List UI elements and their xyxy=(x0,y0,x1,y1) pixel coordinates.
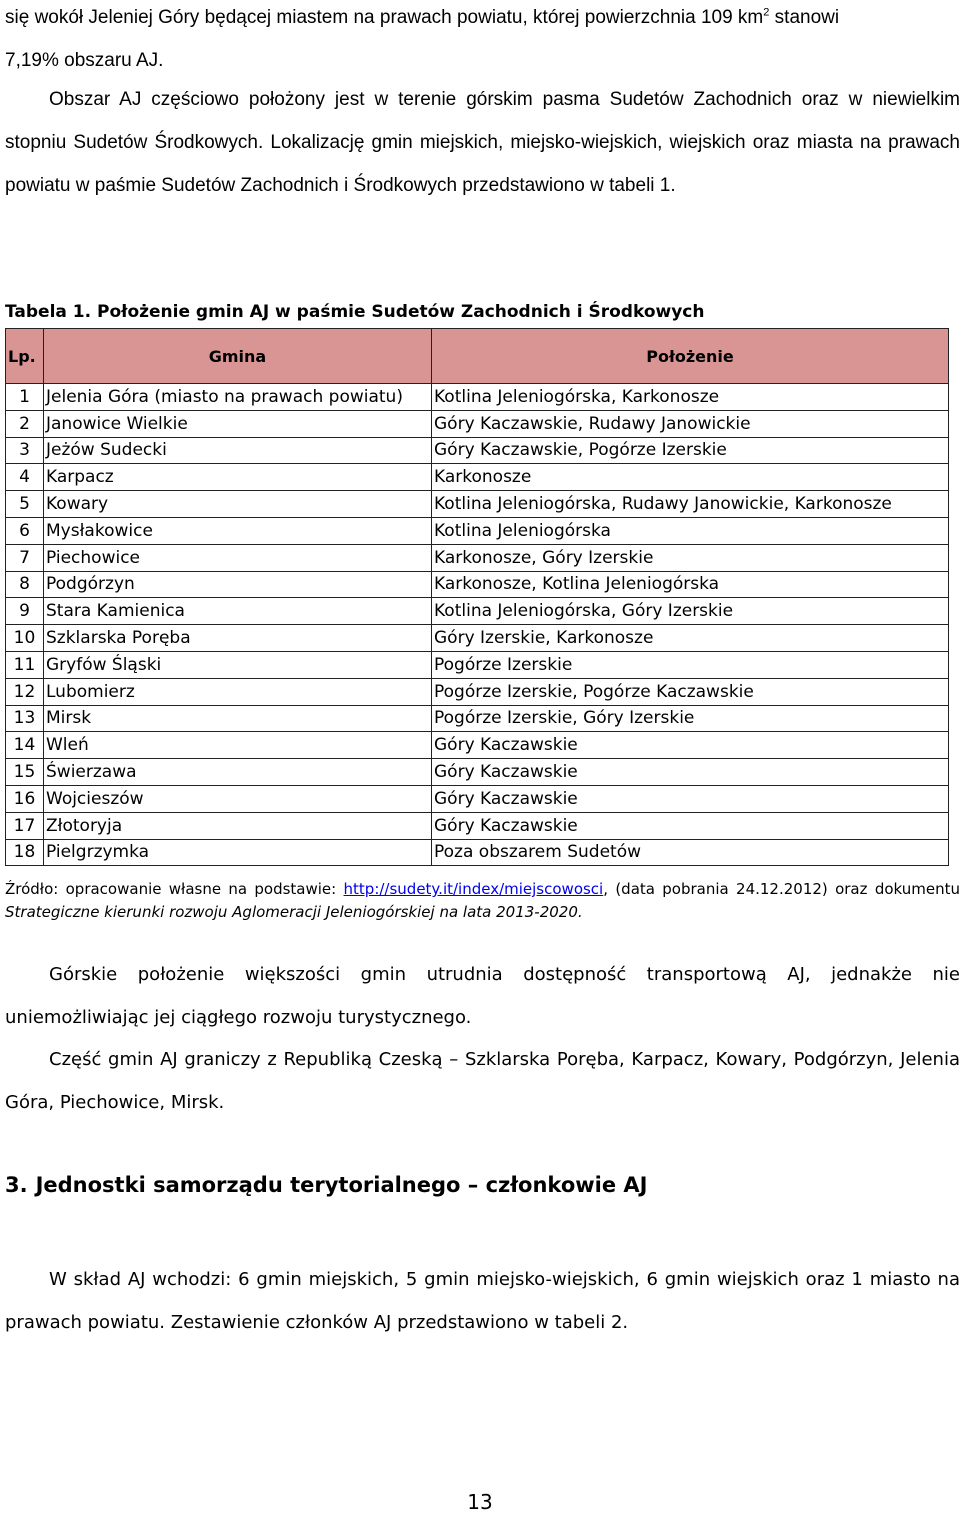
row-gmina: Lubomierz xyxy=(44,678,432,705)
row-lp: 15 xyxy=(6,759,44,786)
row-lp: 5 xyxy=(6,491,44,518)
row-lp: 18 xyxy=(6,839,44,866)
table-row xyxy=(6,732,949,759)
table-row xyxy=(6,491,949,518)
section-title: Jednostki samorządu terytorialnego – członkowie AJ xyxy=(35,1173,648,1197)
row-gmina: Jeżów Sudecki xyxy=(44,437,432,464)
row-lp: 16 xyxy=(6,785,44,812)
table-row xyxy=(6,678,949,705)
row-gmina: Mysłakowice xyxy=(44,517,432,544)
table-row xyxy=(6,598,949,625)
row-gmina: Janowice Wielkie xyxy=(44,410,432,437)
row-gmina: Stara Kamienica xyxy=(44,598,432,625)
header-polozenie: Położenie xyxy=(432,329,949,384)
table-row xyxy=(6,651,949,678)
intro-line1-end: stanowi xyxy=(769,7,840,28)
row-gmina: Gryfów Śląski xyxy=(44,651,432,678)
row-lp: 11 xyxy=(6,651,44,678)
row-lp: 10 xyxy=(6,625,44,652)
row-lp: 8 xyxy=(6,571,44,598)
row-polozenie: Góry Kaczawskie xyxy=(432,785,949,812)
row-lp: 13 xyxy=(6,705,44,732)
row-gmina: Karpacz xyxy=(44,464,432,491)
table-row xyxy=(6,410,949,437)
table-row xyxy=(6,517,949,544)
row-gmina: Szklarska Poręba xyxy=(44,625,432,652)
table-caption: Tabela 1. Położenie gmin AJ w paśmie Sudetów Zachodnich i Środkowych xyxy=(5,302,705,322)
row-gmina: Mirsk xyxy=(44,705,432,732)
row-gmina: Podgórzyn xyxy=(44,571,432,598)
table-row xyxy=(6,437,949,464)
row-polozenie: Kotlina Jeleniogórska xyxy=(432,517,949,544)
table-row xyxy=(6,759,949,786)
section-number: 3. xyxy=(5,1173,28,1197)
row-polozenie: Pogórze Izerskie, Góry Izerskie xyxy=(432,705,949,732)
row-lp: 12 xyxy=(6,678,44,705)
source-middle: , (data pobrania 24.12.2012) oraz dokumentu xyxy=(603,880,960,898)
table-row xyxy=(6,384,949,411)
row-gmina: Jelenia Góra (miasto na prawach powiatu) xyxy=(44,384,432,411)
transport-paragraph: Górskie położenie większości gmin utrudnia dostępność transportową AJ, jednakże nie uniemożliwiając jej ciągłego rozwoju turystycznego. xyxy=(5,964,960,1028)
table-row xyxy=(6,812,949,839)
table-body xyxy=(6,384,949,866)
row-lp: 7 xyxy=(6,544,44,571)
row-gmina: Pielgrzymka xyxy=(44,839,432,866)
table-row xyxy=(6,544,949,571)
row-polozenie: Karkonosze, Kotlina Jeleniogórska xyxy=(432,571,949,598)
intro-line2-text: 7,19% obszaru AJ. xyxy=(5,50,164,71)
header-gmina: Gmina xyxy=(44,329,432,384)
table-row xyxy=(6,625,949,652)
row-polozenie: Góry Izerskie, Karkonosze xyxy=(432,625,949,652)
row-lp: 3 xyxy=(6,437,44,464)
row-lp: 14 xyxy=(6,732,44,759)
row-gmina: Piechowice xyxy=(44,544,432,571)
row-polozenie: Góry Kaczawskie xyxy=(432,759,949,786)
gminy-location-table xyxy=(5,328,949,866)
row-gmina: Złotoryja xyxy=(44,812,432,839)
section-heading xyxy=(5,1173,647,1197)
row-lp: 17 xyxy=(6,812,44,839)
row-polozenie: Karkonosze, Góry Izerskie xyxy=(432,544,949,571)
row-gmina: Kowary xyxy=(44,491,432,518)
row-lp: 1 xyxy=(6,384,44,411)
row-polozenie: Góry Kaczawskie, Rudawy Janowickie xyxy=(432,410,949,437)
row-polozenie: Kotlina Jeleniogórska, Karkonosze xyxy=(432,384,949,411)
row-polozenie: Góry Kaczawskie xyxy=(432,812,949,839)
source-link[interactable]: http://sudety.it/index/miejscowosci xyxy=(343,880,604,898)
row-polozenie: Karkonosze xyxy=(432,464,949,491)
intro-line1-text: się wokół Jeleniej Góry będącej miastem na prawach powiatu, której powierzchnia 109 km xyxy=(5,7,764,28)
table-row xyxy=(6,839,949,866)
row-polozenie: Poza obszarem Sudetów xyxy=(432,839,949,866)
table-row xyxy=(6,464,949,491)
row-lp: 9 xyxy=(6,598,44,625)
row-polozenie: Góry Kaczawskie, Pogórze Izerskie xyxy=(432,437,949,464)
location-paragraph: Obszar AJ częściowo położony jest w terenie górskim pasma Sudetów Zachodnich oraz w niewielkim stopniu Sudetów Środkowych. Lokalizację gmin miejskich, miejsko-wiejskich, wiejskich oraz miasta na prawach powiatu w paśmie Sudetów Zachodnich i Środkowych przedstawiono w tabeli 1. xyxy=(5,89,960,196)
row-gmina: Wojcieszów xyxy=(44,785,432,812)
intro-paragraph xyxy=(5,0,960,82)
source-document-title: Strategiczne kierunki rozwoju Aglomeracji Jeleniogórskiej na lata 2013-2020. xyxy=(5,903,583,921)
row-gmina: Świerzawa xyxy=(44,759,432,786)
table-row xyxy=(6,705,949,732)
header-lp: Lp. xyxy=(6,329,44,384)
row-polozenie: Pogórze Izerskie, Pogórze Kaczawskie xyxy=(432,678,949,705)
row-polozenie: Góry Kaczawskie xyxy=(432,732,949,759)
members-paragraph: W skład AJ wchodzi: 6 gmin miejskich, 5 gmin miejsko-wiejskich, 6 gmin wiejskich oraz 1 miasto na prawach powiatu. Zestawienie członków AJ przedstawiono w tabeli 2. xyxy=(5,1269,960,1333)
source-prefix: Źródło: opracowanie własne na podstawie: xyxy=(5,880,344,898)
row-lp: 4 xyxy=(6,464,44,491)
table-source-note xyxy=(5,878,960,924)
table-row xyxy=(6,785,949,812)
row-polozenie: Pogórze Izerskie xyxy=(432,651,949,678)
page-number: 13 xyxy=(467,1490,493,1514)
row-polozenie: Kotlina Jeleniogórska, Rudawy Janowickie, Karkonosze xyxy=(432,491,949,518)
row-polozenie: Kotlina Jeleniogórska, Góry Izerskie xyxy=(432,598,949,625)
row-lp: 2 xyxy=(6,410,44,437)
border-paragraph: Część gmin AJ graniczy z Republiką Czeską – Szklarska Poręba, Karpacz, Kowary, Podgórzyn, Jelenia Góra, Piechowice, Mirsk. xyxy=(5,1049,960,1113)
row-lp: 6 xyxy=(6,517,44,544)
table-header-row xyxy=(6,329,949,384)
superscript-2: 2 xyxy=(763,6,770,19)
table-row xyxy=(6,571,949,598)
row-gmina: Wleń xyxy=(44,732,432,759)
